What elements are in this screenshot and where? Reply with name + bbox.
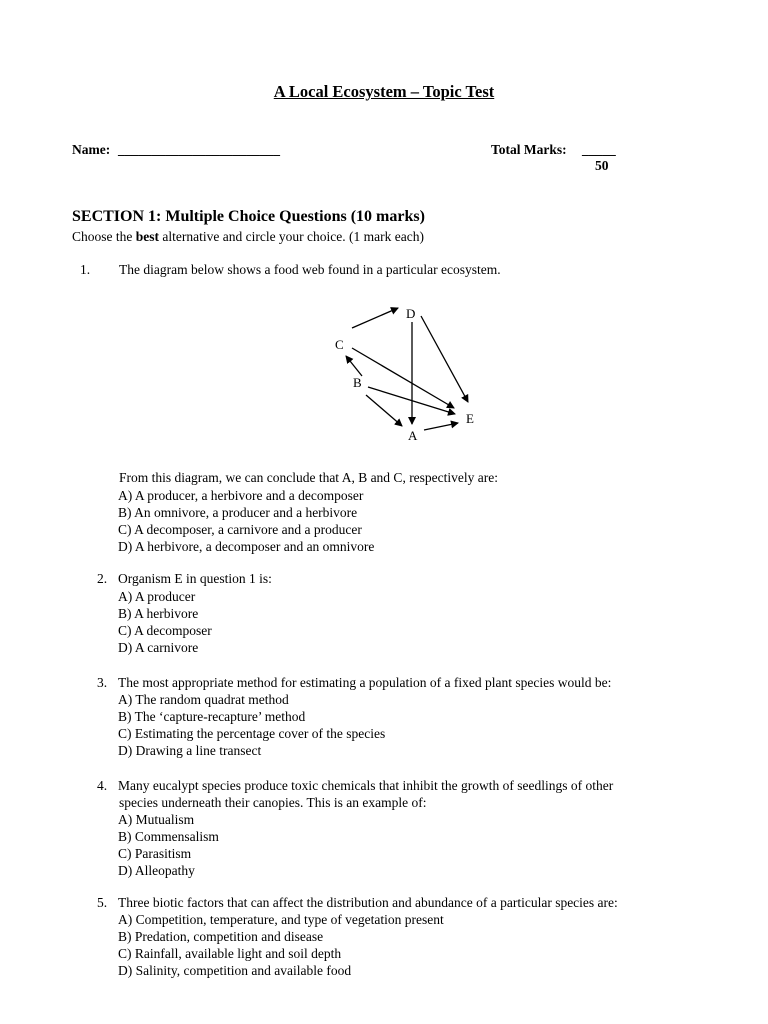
question-text: Many eucalypt species produce toxic chemicals that inhibit the growth of seedlings of other bbox=[118, 778, 614, 793]
option-c[interactable]: C) Parasitism bbox=[118, 846, 192, 861]
question-number: 1. bbox=[80, 262, 91, 277]
option-d[interactable]: D) Salinity, competition and available food bbox=[118, 963, 352, 978]
option-c[interactable]: C) A decomposer bbox=[118, 623, 212, 638]
arrow-c-d bbox=[352, 308, 398, 328]
question-number: 2. bbox=[97, 571, 108, 586]
option-a[interactable]: A) Competition, temperature, and type of vegetation present bbox=[118, 912, 444, 927]
name-label: Name: bbox=[72, 142, 111, 157]
arrow-b-c bbox=[346, 356, 362, 376]
question-text: Three biotic factors that can affect the distribution and abundance of a particular species are: bbox=[118, 895, 618, 910]
question-text: Organism E in question 1 is: bbox=[118, 571, 272, 586]
option-a[interactable]: A) Mutualism bbox=[118, 812, 195, 827]
node-a: A bbox=[408, 428, 418, 443]
option-d[interactable]: D) A herbivore, a decomposer and an omnivore bbox=[118, 539, 375, 554]
question-followup: From this diagram, we can conclude that A, B and C, respectively are: bbox=[119, 470, 499, 485]
node-e: E bbox=[466, 411, 474, 426]
node-c: C bbox=[335, 337, 344, 352]
question-number: 3. bbox=[97, 675, 108, 690]
option-b[interactable]: B) An omnivore, a producer and a herbivore bbox=[118, 505, 358, 520]
option-b[interactable]: B) Commensalism bbox=[118, 829, 219, 844]
total-marks-value: 50 bbox=[595, 158, 609, 173]
option-a[interactable]: A) A producer, a herbivore and a decomposer bbox=[118, 488, 364, 503]
section-heading: SECTION 1: Multiple Choice Questions (10 marks) bbox=[72, 208, 425, 225]
option-c[interactable]: C) Rainfall, available light and soil depth bbox=[118, 946, 342, 961]
question-text-continued: species underneath their canopies. This is an example of: bbox=[119, 795, 427, 810]
arrow-a-e bbox=[424, 423, 458, 430]
option-d[interactable]: D) Alleopathy bbox=[118, 863, 195, 878]
food-web-diagram bbox=[0, 0, 768, 460]
question-number: 4. bbox=[97, 778, 108, 793]
option-d[interactable]: D) Drawing a line transect bbox=[118, 743, 262, 758]
node-b: B bbox=[353, 375, 362, 390]
option-b[interactable]: B) The ‘capture-recapture’ method bbox=[118, 709, 306, 724]
question-text: The diagram below shows a food web found in a particular ecosystem. bbox=[119, 262, 501, 277]
total-marks-blank: _____ bbox=[582, 142, 616, 157]
option-c[interactable]: C) Estimating the percentage cover of the species bbox=[118, 726, 386, 741]
name-blank: ________________________ bbox=[118, 142, 280, 157]
option-a[interactable]: A) A producer bbox=[118, 589, 196, 604]
node-d: D bbox=[406, 306, 416, 321]
option-c[interactable]: C) A decomposer, a carnivore and a producer bbox=[118, 522, 362, 537]
question-text: The most appropriate method for estimating a population of a fixed plant species would be: bbox=[118, 675, 612, 690]
food-web-arrows bbox=[346, 308, 468, 430]
page-title: A Local Ecosystem – Topic Test bbox=[273, 82, 495, 101]
option-d[interactable]: D) A carnivore bbox=[118, 640, 199, 655]
arrow-c-e bbox=[352, 348, 454, 408]
arrow-d-e bbox=[421, 316, 468, 402]
option-b[interactable]: B) A herbivore bbox=[118, 606, 199, 621]
option-b[interactable]: B) Predation, competition and disease bbox=[118, 929, 324, 944]
total-marks-label: Total Marks: bbox=[491, 142, 567, 157]
question-number: 5. bbox=[97, 895, 108, 910]
option-a[interactable]: A) The random quadrat method bbox=[118, 692, 289, 707]
arrow-b-a bbox=[366, 395, 402, 426]
section-instructions: Choose the best alternative and circle your choice. (1 mark each) bbox=[72, 229, 424, 244]
